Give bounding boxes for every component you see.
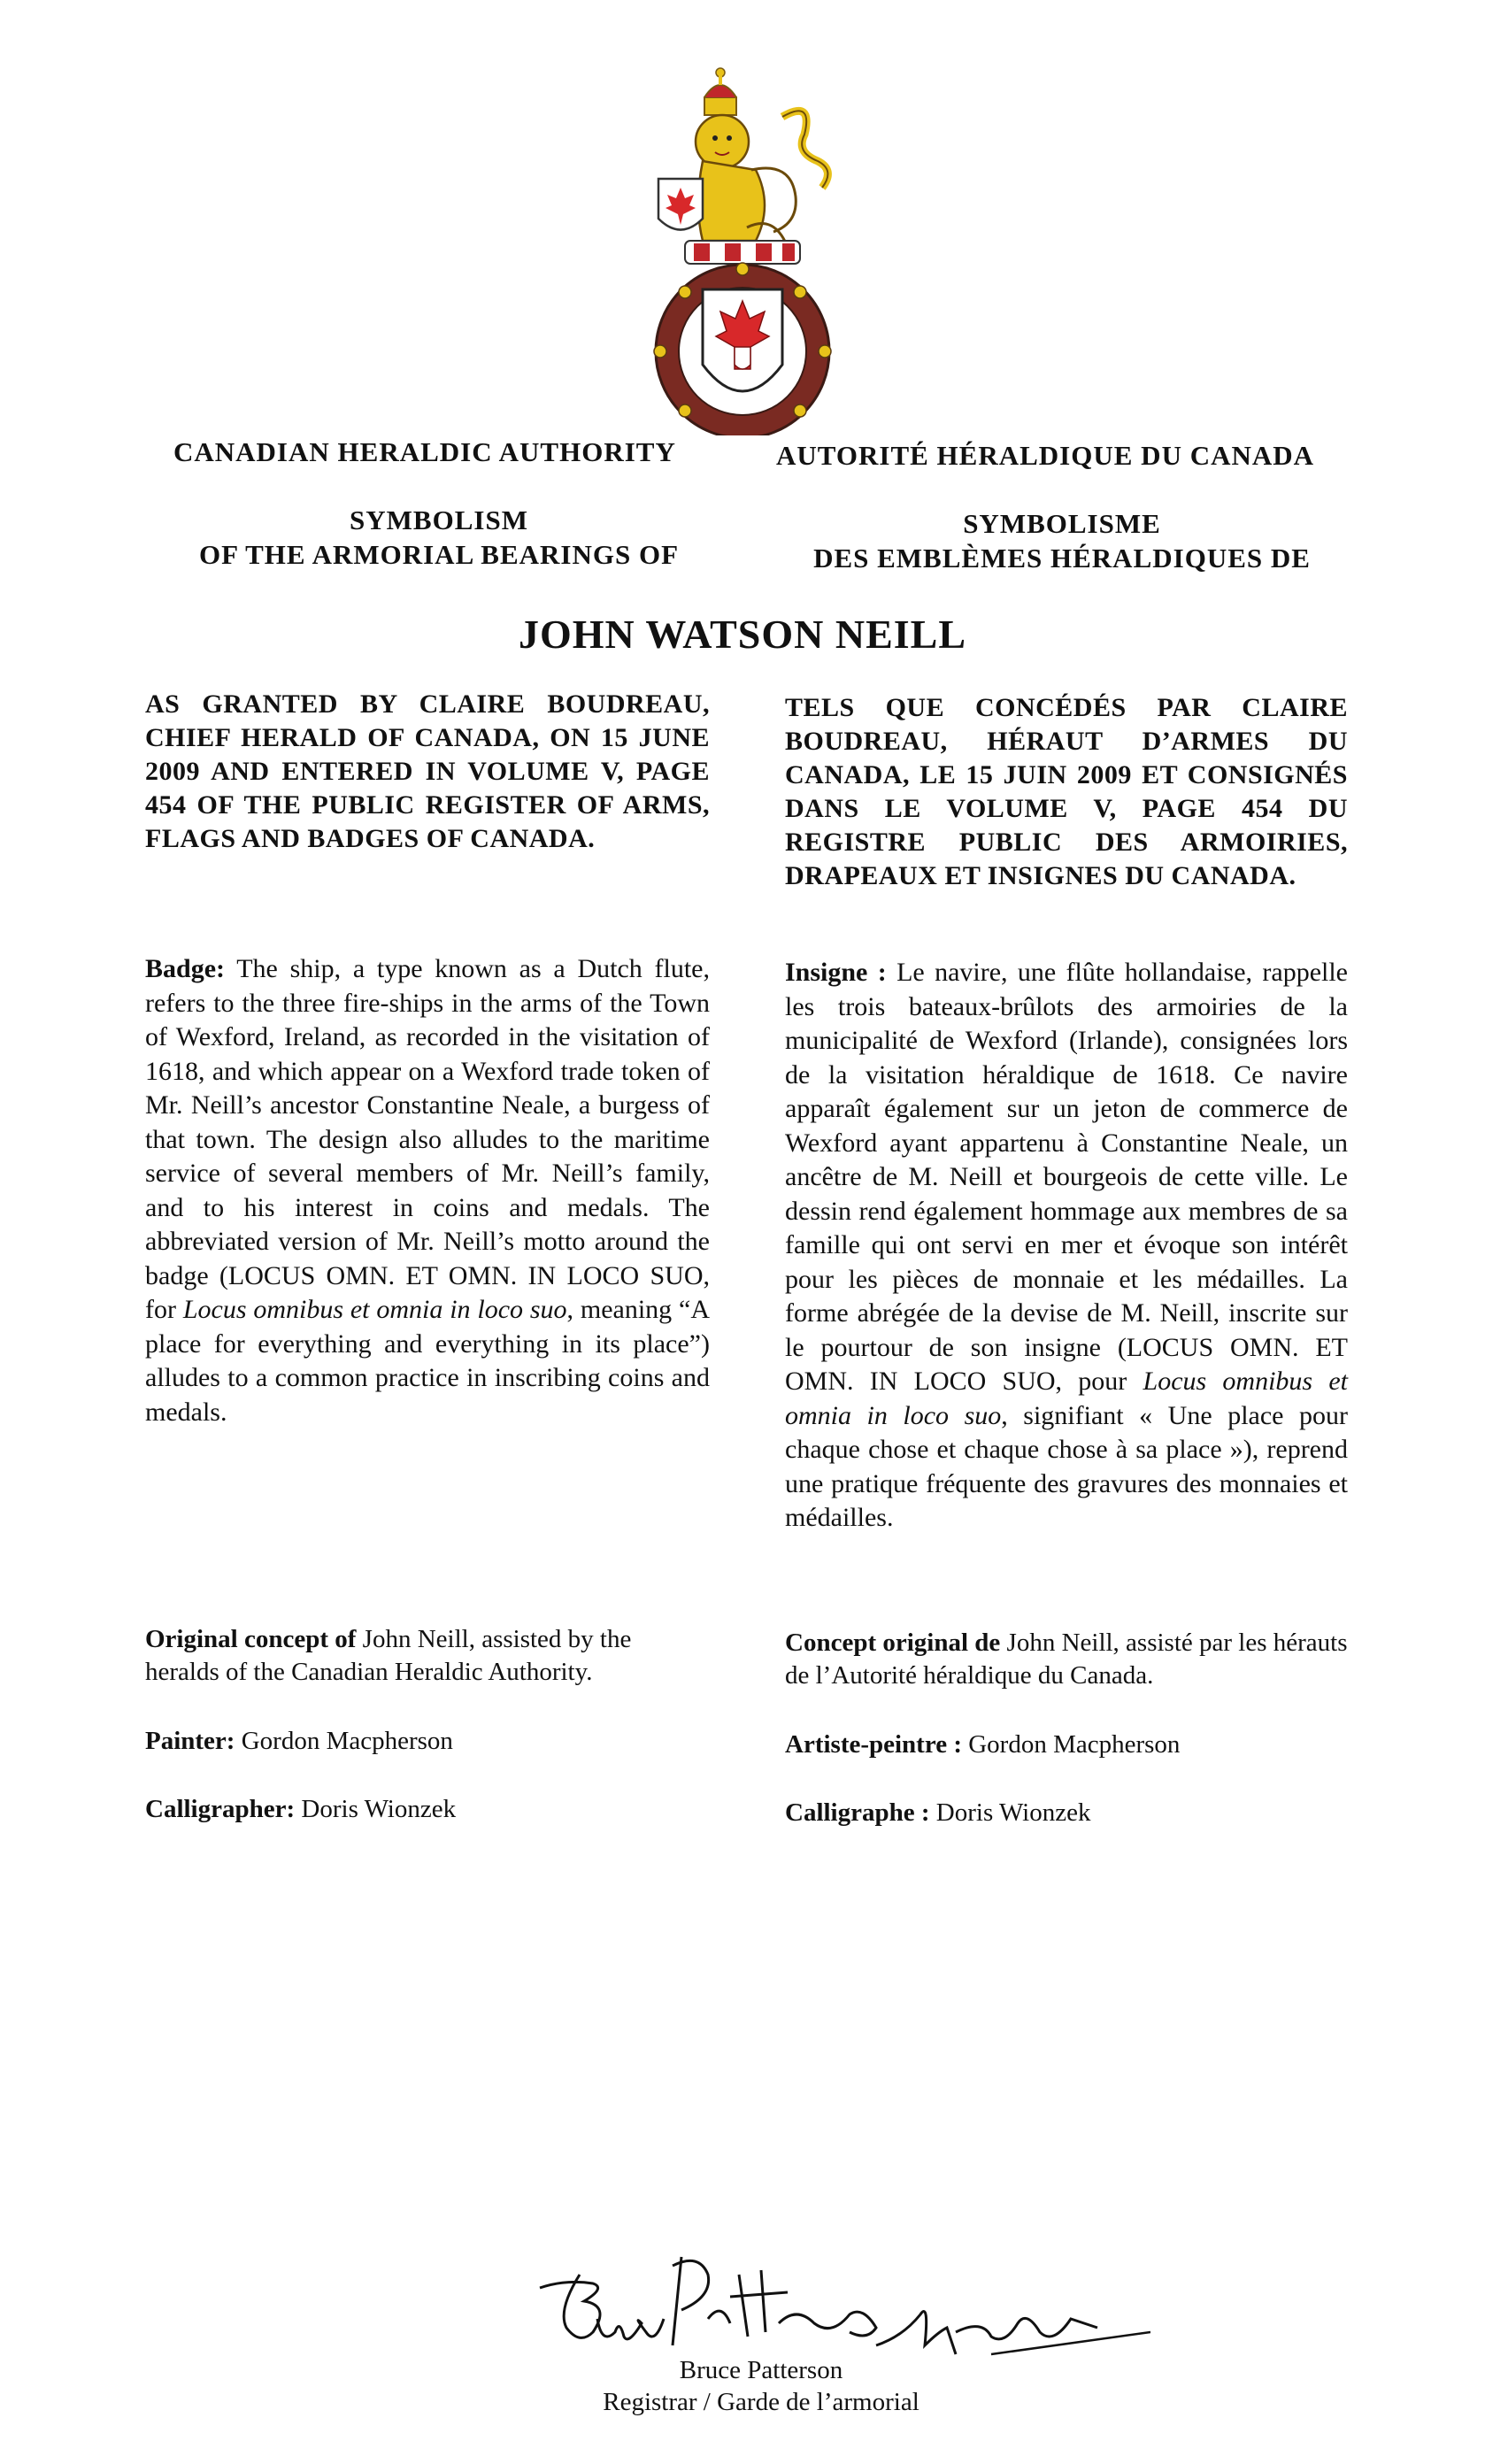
wreath-icon <box>685 241 800 264</box>
symbolism-title-fr-line1: SYMBOLISME <box>963 508 1161 539</box>
symbolism-title-en-line2: OF THE ARMORIAL BEARINGS OF <box>198 539 680 570</box>
calligrapher-credit-en <box>145 1793 456 1826</box>
painter-credit-en <box>145 1725 453 1758</box>
registrar-name: Bruce Patterson <box>679 2356 843 2384</box>
heraldic-authority-emblem <box>641 64 844 435</box>
calligrapher-name-fr: Doris Wionzek <box>929 1798 1091 1827</box>
badge-description-fr <box>785 956 1348 1536</box>
painter-label-en: Painter: <box>145 1727 235 1755</box>
badge-text-en-part1: The ship, a type known as a Dutch flute, refers to the three fire-ships in the arms of the Town of Wexford, Ireland, as recorded in the visitation of 1618, and which appear on a Wexford trade token of Mr. Neill’s ancestor Constantine Neale, a burgess of that town. The design also alludes to the maritime service of several members of Mr. Neill’s family, and to his interest in coins and medals. The abbreviated version of Mr. Neill’s motto around the badge (LOCUS OMN. ET OMN. IN LOCO SUO, for <box>145 954 710 1324</box>
grant-statement-en: AS GRANTED BY CLAIRE BOUDREAU, CHIEF HERALD OF CANADA, ON 15 JUNE 2009 AND ENTERED IN VOLUME V, PAGE 454 OF THE PUBLIC REGISTER OF ARMS, FLAGS AND BADGES OF CANADA. <box>145 689 710 853</box>
calligrapher-label-fr: Calligraphe : <box>785 1798 930 1827</box>
concept-credit-en <box>145 1623 710 1689</box>
badge-text-en-part2: , meaning “A place for everything and everything in its place”) alludes to a common practice in inscribing coins and medals. <box>145 1295 710 1427</box>
crown-icon <box>704 68 736 115</box>
symbolism-title-fr-line2: DES EMBLÈMES HÉRALDIQUES DE <box>813 543 1311 574</box>
symbolism-title-en-line1: SYMBOLISM <box>350 504 528 535</box>
badge-description-en <box>145 952 710 1429</box>
lion-icon <box>696 111 827 245</box>
badge-label-en: Badge: <box>145 954 225 983</box>
concept-text-en: John Neill, assisted by the heralds of the Canadian Heraldic Authority. <box>145 1625 632 1686</box>
concept-text-fr: John Neill, assisté par les hérauts de l’Autorité héraldique du Canada. <box>785 1629 1348 1690</box>
badge-text-fr-part2: , signifiant « Une place pour chaque chose et chaque chose à sa place »), reprend une pratique fréquente des gravures des monnaies et médailles. <box>785 1400 1348 1532</box>
motto-latin-en: Locus omnibus et omnia in loco suo <box>182 1295 567 1324</box>
painter-label-fr: Artiste-peintre : <box>785 1730 962 1759</box>
painter-credit-fr <box>785 1729 1180 1761</box>
signature-block <box>531 2248 1150 2460</box>
grant-statement-fr: TELS QUE CONCÉDÉS PAR CLAIRE BOUDREAU, HÉRAUT D’ARMES DU CANADA, LE 15 JUIN 2009 ET CONSIGNÉS DANS LE VOLUME V, PAGE 454 DU REGISTRE PUBLIC DES ARMOIRIES, DRAPEAUX ET INSIGNES DU CANADA. <box>785 693 1348 890</box>
authority-name-en: CANADIAN HERALDIC AUTHORITY <box>173 436 676 467</box>
concept-label-en: Original concept of <box>145 1625 357 1653</box>
concept-credit-fr <box>785 1627 1348 1692</box>
painter-name-en: Gordon Macpherson <box>235 1727 453 1755</box>
armiger-name: JOHN WATSON NEILL <box>518 612 967 657</box>
small-shield-icon <box>658 179 703 230</box>
badge-text-fr-part1: Le navire, une flûte hollandaise, rappelle les trois bateaux-brûlots des armoiries de la municipalité de Wexford (Irlande), consignées lors de la visitation héraldique de 1618. Ce navire apparaît également sur un jeton de commerce de Wexford ayant appartenu à Constantine Neale, un ancêtre de M. Neill et bourgeois de cette ville. Le dessin rend également hommage aux membres de sa famille qui ont servi en mer et évoque son intérêt pour les pièces de monnaie et les médailles. La forme abrégée de la devise de M. Neill, inscrite sur le pourtour de son insigne (LOCUS OMN. ET OMN. IN LOCO SUO, pour <box>785 958 1348 1396</box>
motto-latin-fr: Locus omnibus et omnia in loco suo <box>785 1367 1348 1430</box>
badge-label-fr: Insigne : <box>785 958 887 987</box>
authority-name-fr: AUTORITÉ HÉRALDIQUE DU CANADA <box>776 440 1315 471</box>
main-shield-icon <box>703 289 782 391</box>
calligrapher-label-en: Calligrapher: <box>145 1795 296 1823</box>
registrar-title: Registrar / Garde de l’armorial <box>603 2388 919 2416</box>
concept-label-fr: Concept original de <box>785 1629 1001 1657</box>
calligrapher-credit-fr <box>785 1797 1090 1829</box>
painter-name-fr: Gordon Macpherson <box>961 1730 1181 1759</box>
calligrapher-name-en: Doris Wionzek <box>295 1795 457 1823</box>
